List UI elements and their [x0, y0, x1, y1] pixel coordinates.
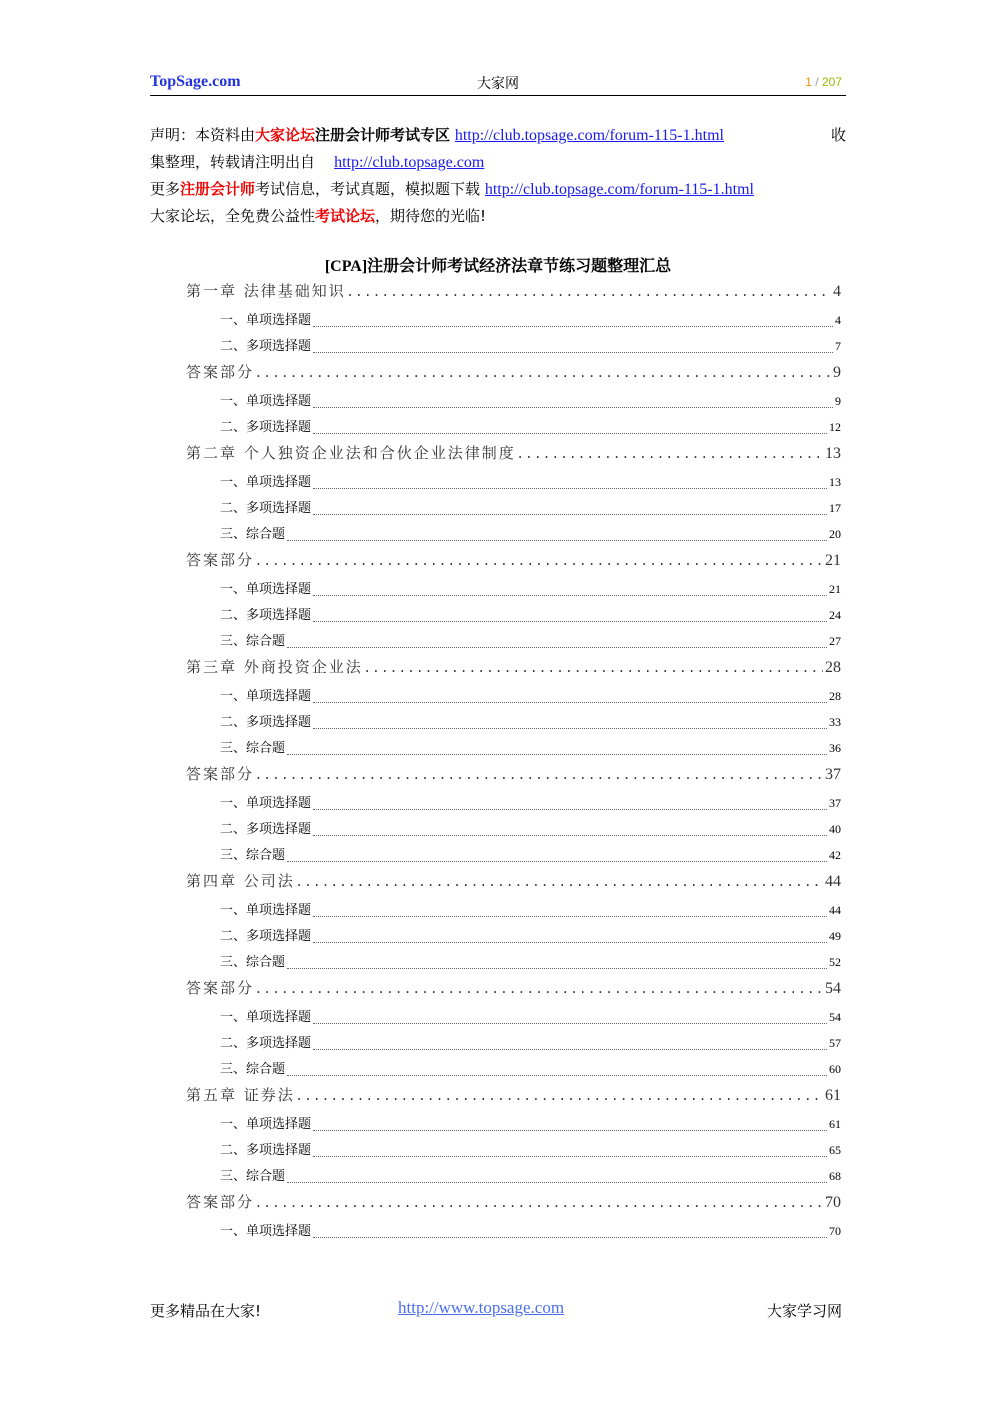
forum-link-2[interactable]: http://club.topsage.com/forum-115-1.html: [484, 181, 754, 198]
toc-leader: [256, 979, 823, 997]
toc-page: 24: [829, 608, 841, 622]
toc-entry[interactable]: [186, 1006, 841, 1032]
notice-line-2: [150, 149, 846, 176]
toc-page: 60: [829, 1062, 841, 1076]
toc-page: 44: [829, 903, 841, 917]
toc-page: 9: [833, 364, 841, 381]
toc-leader: [313, 941, 827, 943]
footer-left: 更多精品在大家!: [150, 1302, 262, 1320]
toc-page: 28: [829, 689, 841, 703]
toc-leader: [313, 1236, 827, 1238]
page-sep: /: [815, 75, 819, 89]
toc-label: 一、单项选择题: [220, 1010, 312, 1025]
toc-entry[interactable]: [186, 1032, 841, 1058]
toc-page: 61: [829, 1117, 841, 1131]
toc-label: 三、综合题: [220, 848, 286, 863]
toc-entry[interactable]: [186, 578, 841, 604]
toc-entry[interactable]: [186, 870, 841, 899]
forum-link[interactable]: http://club.topsage.com/forum-115-1.html: [454, 127, 724, 144]
toc-entry[interactable]: [186, 390, 841, 416]
toc-page: 9: [835, 394, 841, 408]
toc-entry[interactable]: [186, 951, 841, 977]
toc-label: 一、单项选择题: [220, 1117, 312, 1132]
toc-page: 49: [829, 929, 841, 943]
text: 更多: [150, 180, 181, 198]
toc-label: 三、综合题: [220, 1062, 286, 1077]
toc-entry[interactable]: [186, 442, 841, 471]
text: ，期待您的光临!: [375, 207, 487, 225]
toc-leader: [348, 282, 831, 300]
toc-page: 17: [829, 501, 841, 515]
toc-page: 36: [829, 741, 841, 755]
toc-page: 70: [829, 1224, 841, 1238]
toc-entry[interactable]: [186, 1084, 841, 1113]
toc-leader: [256, 551, 823, 569]
toc-page: 57: [829, 1036, 841, 1050]
toc-entry[interactable]: [186, 280, 841, 309]
toc-entry[interactable]: [186, 792, 841, 818]
toc-label: 答案部分: [186, 363, 255, 381]
document-title: [CPA]注册会计师考试经济法章节练习题整理汇总: [324, 258, 672, 275]
toc-entry[interactable]: [186, 1220, 841, 1246]
club-link[interactable]: http://club.topsage.com: [334, 154, 485, 171]
toc-page: 61: [825, 1087, 841, 1104]
toc-leader: [297, 872, 823, 890]
toc-leader: [313, 351, 833, 353]
toc-entry[interactable]: [186, 630, 841, 656]
toc-entry[interactable]: [186, 899, 841, 925]
toc-page: 33: [829, 715, 841, 729]
toc-label: 二、多项选择题: [220, 929, 312, 944]
toc-entry[interactable]: [186, 737, 841, 763]
footer-right: 大家学习网: [766, 1302, 842, 1320]
toc-label: 二、多项选择题: [220, 1143, 312, 1158]
notice: [150, 122, 846, 229]
toc-label: 一、单项选择题: [220, 796, 312, 811]
toc-entry[interactable]: [186, 977, 841, 1006]
toc-entry[interactable]: [186, 685, 841, 711]
toc-label: 第四章 公司法: [186, 872, 295, 890]
toc-page: 65: [829, 1143, 841, 1157]
toc-page: 21: [825, 552, 841, 569]
toc-label: 第二章 个人独资企业法和合伙企业法律制度: [186, 444, 516, 462]
toc-label: 一、单项选择题: [220, 689, 312, 704]
brand-logo: TopSage.com: [150, 73, 241, 90]
toc-page: 28: [825, 659, 841, 676]
toc-label: 二、多项选择题: [220, 339, 312, 354]
toc-entry[interactable]: [186, 309, 841, 335]
toc-label: 答案部分: [186, 551, 255, 569]
toc-entry[interactable]: [186, 1191, 841, 1220]
text: 大家论坛，全免费公益性: [150, 207, 316, 225]
toc-leader: [313, 727, 827, 729]
notice-line-3: [150, 176, 846, 203]
toc-page: 40: [829, 822, 841, 836]
toc-entry[interactable]: [186, 763, 841, 792]
toc-label: 三、综合题: [220, 634, 286, 649]
toc-leader: [256, 1193, 823, 1211]
toc-page: 27: [829, 634, 841, 648]
text: 声明：本资料由: [150, 126, 256, 144]
toc-page: 54: [825, 980, 841, 997]
toc-leader: [313, 915, 827, 917]
toc-label: 三、综合题: [220, 527, 286, 542]
toc-leader: [313, 406, 833, 408]
toc-leader: [313, 1048, 827, 1050]
toc-page: 37: [829, 796, 841, 810]
toc-leader: [287, 1074, 827, 1076]
toc-entry[interactable]: [186, 818, 841, 844]
text: 考试信息，考试真题，模拟题下载: [255, 180, 481, 198]
toc-leader: [297, 1086, 823, 1104]
toc-label: 第三章 外商投资企业法: [186, 658, 363, 676]
toc-entry[interactable]: [186, 1139, 841, 1165]
toc-page: 13: [829, 475, 841, 489]
text: 收: [830, 126, 846, 144]
notice-line-1: [150, 122, 846, 149]
toc-label: 二、多项选择题: [220, 608, 312, 623]
toc-leader: [518, 444, 823, 462]
toc-label: 一、单项选择题: [220, 313, 312, 328]
toc-entry[interactable]: [186, 471, 841, 497]
toc-label: 二、多项选择题: [220, 822, 312, 837]
toc-page: 21: [829, 582, 841, 596]
toc-label: 答案部分: [186, 1193, 255, 1211]
toc-label: 三、综合题: [220, 955, 286, 970]
toc-leader: [313, 1155, 827, 1157]
toc-leader: [313, 1129, 827, 1131]
text: 集整理，转载请注明出自: [150, 153, 316, 171]
toc-leader: [287, 753, 827, 755]
toc-leader: [287, 646, 827, 648]
toc-entry[interactable]: [186, 844, 841, 870]
toc-entry[interactable]: [186, 1058, 841, 1084]
toc-page: 4: [835, 313, 841, 327]
toc-entry[interactable]: [186, 1113, 841, 1139]
toc-leader: [313, 487, 827, 489]
toc-leader: [313, 1022, 827, 1024]
toc-leader: [365, 658, 823, 676]
toc-page: 7: [835, 339, 841, 353]
toc-label: 答案部分: [186, 765, 255, 783]
page-header: [150, 70, 846, 96]
toc-leader: [287, 860, 827, 862]
toc-leader: [313, 325, 833, 327]
toc-leader: [313, 513, 827, 515]
toc-entry[interactable]: [186, 335, 841, 361]
toc-leader: [313, 808, 827, 810]
toc-leader: [313, 834, 827, 836]
toc-leader: [256, 363, 831, 381]
page-current: 1: [805, 75, 812, 89]
toc-leader: [313, 620, 827, 622]
toc-page: 4: [833, 283, 841, 300]
toc-label: 一、单项选择题: [220, 903, 312, 918]
toc-leader: [313, 432, 827, 434]
toc-label: 第一章 法律基础知识: [186, 282, 346, 300]
notice-line-4: [150, 203, 846, 229]
toc-page: 12: [829, 420, 841, 434]
toc-leader: [313, 594, 827, 596]
toc-entry[interactable]: [186, 604, 841, 630]
toc-label: 一、单项选择题: [220, 1224, 312, 1239]
toc-page: 54: [829, 1010, 841, 1024]
toc-entry[interactable]: [186, 925, 841, 951]
toc-page: 42: [829, 848, 841, 862]
toc-label: 二、多项选择题: [220, 501, 312, 516]
toc-label: 一、单项选择题: [220, 475, 312, 490]
toc-label: 三、综合题: [220, 1169, 286, 1184]
toc-page: 52: [829, 955, 841, 969]
toc-page: 68: [829, 1169, 841, 1183]
toc-entry[interactable]: [186, 656, 841, 685]
footer-link[interactable]: http://www.topsage.com: [398, 1298, 565, 1317]
text: 注册会计师考试专区: [315, 126, 451, 144]
toc-entry[interactable]: [186, 549, 841, 578]
toc-leader: [287, 539, 827, 541]
toc-label: 第五章 证券法: [186, 1086, 295, 1104]
highlight: 考试论坛: [315, 207, 376, 225]
toc-label: 二、多项选择题: [220, 1036, 312, 1051]
toc-page: 20: [829, 527, 841, 541]
highlight: 大家论坛: [255, 126, 316, 144]
toc-label: 二、多项选择题: [220, 715, 312, 730]
toc-leader: [287, 1181, 827, 1183]
toc-entry[interactable]: [186, 361, 841, 390]
toc-label: 一、单项选择题: [220, 394, 312, 409]
toc-page: 37: [825, 766, 841, 783]
table-of-contents: [186, 280, 841, 1246]
toc-page: 13: [825, 445, 841, 462]
toc-label: 三、综合题: [220, 741, 286, 756]
toc-entry[interactable]: [186, 711, 841, 737]
toc-label: 一、单项选择题: [220, 582, 312, 597]
toc-entry[interactable]: [186, 416, 841, 442]
toc-leader: [313, 701, 827, 703]
toc-entry[interactable]: [186, 497, 841, 523]
page-total: 207: [821, 75, 842, 89]
toc-leader: [287, 967, 827, 969]
header-title: 大家网: [477, 76, 519, 92]
toc-page: 70: [825, 1194, 841, 1211]
toc-label: 答案部分: [186, 979, 255, 997]
toc-label: 二、多项选择题: [220, 420, 312, 435]
page-indicator: [805, 75, 842, 89]
toc-entry[interactable]: [186, 523, 841, 549]
toc-page: 44: [825, 873, 841, 890]
toc-entry[interactable]: [186, 1165, 841, 1191]
highlight: 注册会计师: [180, 180, 256, 198]
toc-leader: [256, 765, 823, 783]
